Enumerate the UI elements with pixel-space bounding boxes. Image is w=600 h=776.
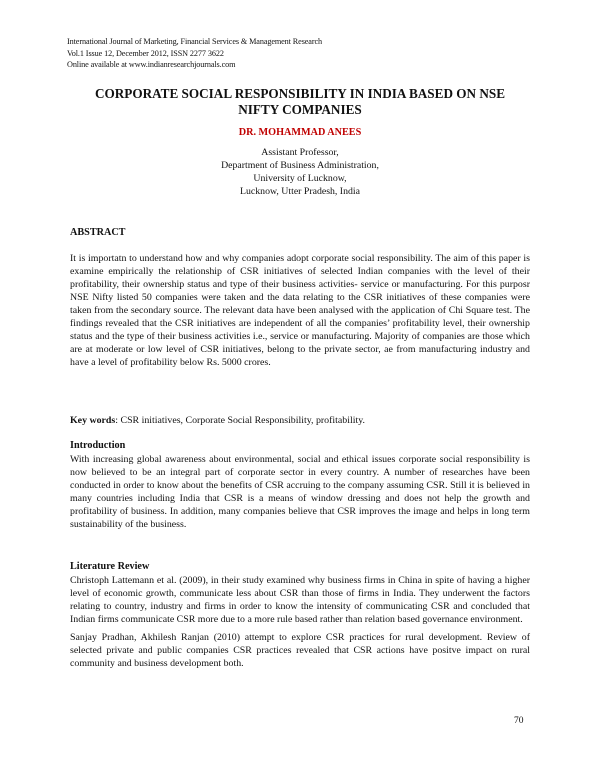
introduction-heading: Introduction [70, 440, 126, 451]
paper-title-line-2: NIFTY COMPANIES [238, 101, 362, 117]
literature-review-paragraph-1: Christoph Lattemann et al. (2009), in their study examined why business firms in China in spite of having a higher level of economic growth, communicate less about CSR than those of firms in India. They underwent the factors relating to country, industry and firms in order to know the intensity of communicating CSR and concluded that Indian firms communicate CSR more due to a more rule based rather than relation based governance environment. [70, 575, 530, 625]
affiliation-line: Assistant Professor, [261, 147, 339, 158]
page-number: 70 [514, 716, 524, 726]
abstract-text: It is importatn to understand how and why companies adopt corporate social responsibility. The aim of this paper is examine empirically the relationship of CSR initiatives of selected Indian companies with the level of their profitability, their ownership status and type of their business activities- service or manufacturing. For this purposr NSE Nifty listed 50 companies were taken and the data relating to the CSR initiatives of these companies were taken from the secondary source. The relevant data have been analysed with the application of Chi Square test. The findings revealed that the CSR initiatives are independent of all the companies’ profitability level, their ownership status and the type of their business activities i.e., service or manufacturing. Majority of companies are those which are at moderate or low level of CSR initiatives, belong to the private sector, ae from manufacturing industry and have a level of profitability below Rs. 5000 crores. [70, 253, 530, 368]
keywords [70, 415, 530, 426]
affiliation-line: University of Lucknow, [253, 173, 347, 184]
paper-title-line-1: CORPORATE SOCIAL RESPONSIBILITY IN INDIA BASED ON NSE [94, 86, 505, 101]
author-name: DR. MOHAMMAD ANEES [238, 127, 362, 138]
paper-title [70, 86, 530, 117]
literature-review-heading: Literature Review [70, 561, 150, 572]
abstract-heading: ABSTRACT [70, 227, 126, 238]
affiliation-line: Lucknow, Utter Pradesh, India [240, 186, 360, 197]
journal-issue: Vol.1 Issue 12, December 2012, ISSN 2277 3622 [67, 48, 224, 58]
literature-review-paragraph-2: Sanjay Pradhan, Akhilesh Ranjan (2010) attempt to explore CSR practices for rural development. Review of selected private and public companies CSR practices revealed that CSR actions have positve impact on rural community and business development both. [70, 632, 530, 669]
journal-header [67, 36, 537, 71]
keywords-text: : CSR initiatives, Corporate Social Responsibility, profitability. [115, 415, 365, 426]
affiliation-line: Department of Business Administration, [221, 160, 379, 171]
journal-url: Online available at www.indianresearchjournals.com [67, 60, 236, 70]
author-affiliation [70, 146, 530, 198]
keywords-label: Key words [70, 415, 116, 426]
introduction-text: With increasing global awareness about environmental, social and ethical issues corporate social responsibility is now believed to be an integral part of corporate sector in every country. A number of researches have been conducted in order to know about the benefits of CSR accruing to the company assuming CSR. Still it is believed in many countries including India that CSR is a means of window dressing and does not help the growth and profitability of business. In addition, many companies believe that CSR improves the image and helps in long term sustainability of the business. [70, 454, 530, 530]
journal-name: International Journal of Marketing, Financial Services & Management Research [67, 37, 322, 46]
